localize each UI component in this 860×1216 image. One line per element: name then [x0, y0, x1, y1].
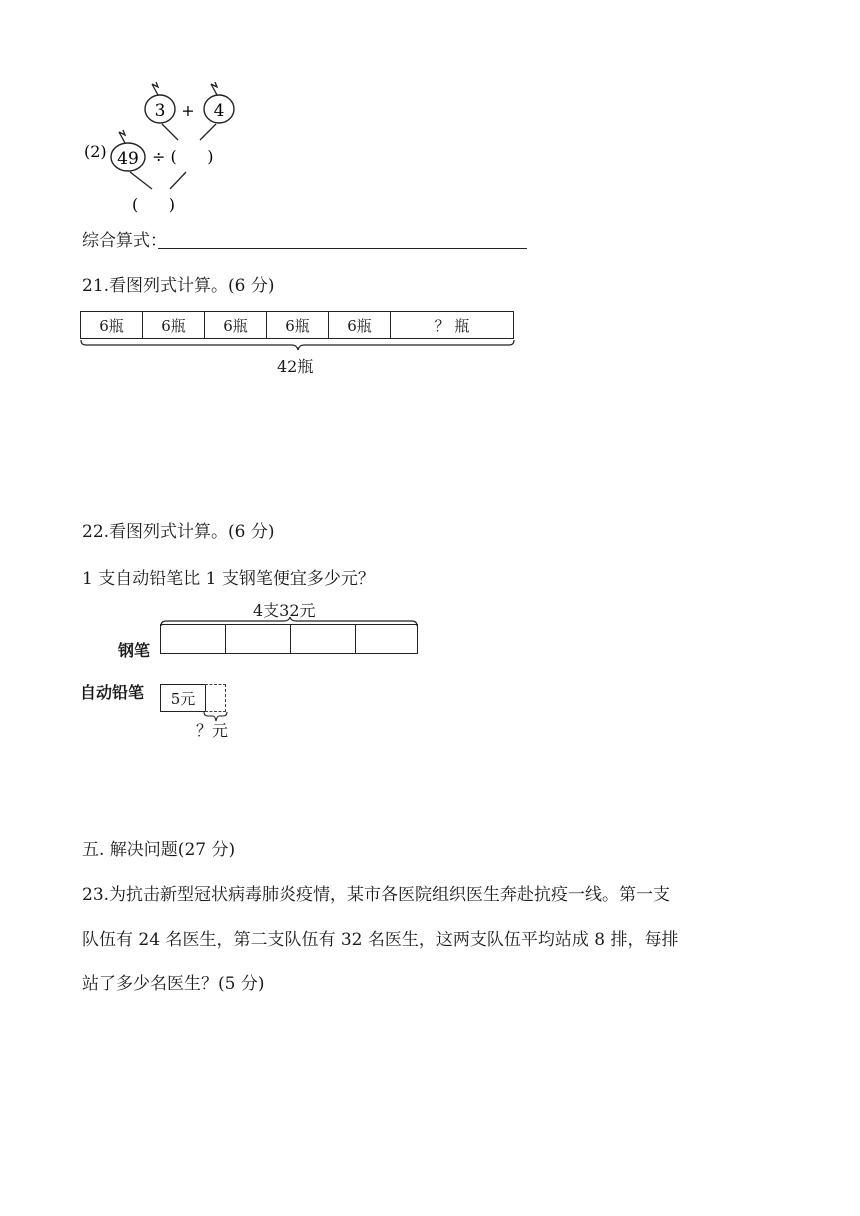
q21-segment: 6瓶: [81, 312, 143, 338]
pencil-label: 自动铅笔: [80, 683, 145, 702]
divide-expression: ÷ ( ): [152, 147, 214, 166]
combined-formula-answer-line[interactable]: [158, 248, 527, 249]
apple-tree-diagram: [78, 78, 278, 218]
pen-bar-segment: [226, 625, 291, 653]
pen-label: 钢笔: [118, 641, 151, 660]
q21-segment: 6瓶: [143, 312, 205, 338]
q21-segment: 6瓶: [267, 312, 329, 338]
apple-icon-4: [204, 82, 234, 123]
q21-segment-unknown: ？ 瓶: [434, 316, 470, 335]
q21-title: 21.看图列式计算。(6 分): [82, 276, 275, 296]
apple-icon-49: [111, 130, 145, 171]
q22-question: 1 支自动铅笔比 1 支钢笔便宜多少元？: [82, 569, 375, 589]
pencil-dashed-extension: [205, 684, 226, 712]
apple-icon-3: [145, 82, 175, 123]
pen-bar-segment: [291, 625, 356, 653]
pencil-unknown-label: ？元: [196, 721, 229, 740]
q21-bottle-strip: [80, 311, 514, 339]
q22-title: 22.看图列式计算。(6 分): [82, 522, 275, 542]
section5-title: 五. 解决问题(27 分): [82, 840, 236, 860]
q21-segment: 6瓶: [329, 312, 391, 338]
apple-number-49: 49: [117, 149, 139, 169]
pen-bar-segment: [161, 625, 226, 653]
q23-line3: 站了多少名医生？(5 分): [82, 974, 265, 994]
q23-line2: 队伍有 24 名医生，第二支队伍有 32 名医生，这两支队伍平均站成 8 排，每排: [82, 930, 679, 950]
pencil-price: 5元: [170, 689, 196, 708]
apple-number-3: 3: [154, 101, 166, 121]
result-blank: ( ): [132, 195, 175, 214]
pencil-bar: [160, 684, 206, 712]
combined-formula-label: 综合算式：: [82, 231, 167, 251]
q21-segment: 6瓶: [205, 312, 267, 338]
apple-number-4: 4: [213, 101, 225, 121]
q21-total-label: 42瓶: [277, 357, 314, 376]
part-label: (2): [84, 142, 107, 161]
pen-bar-segment: [356, 625, 417, 653]
q23-line1: 23.为抗击新型冠状病毒肺炎疫情，某市各医院组织医生奔赴抗疫一线。第一支: [82, 885, 671, 905]
plus-sign: +: [181, 101, 195, 120]
q22-top-label: 4支32元: [253, 601, 316, 620]
pen-bar: [160, 624, 418, 654]
q21-total-brace: [80, 338, 516, 352]
